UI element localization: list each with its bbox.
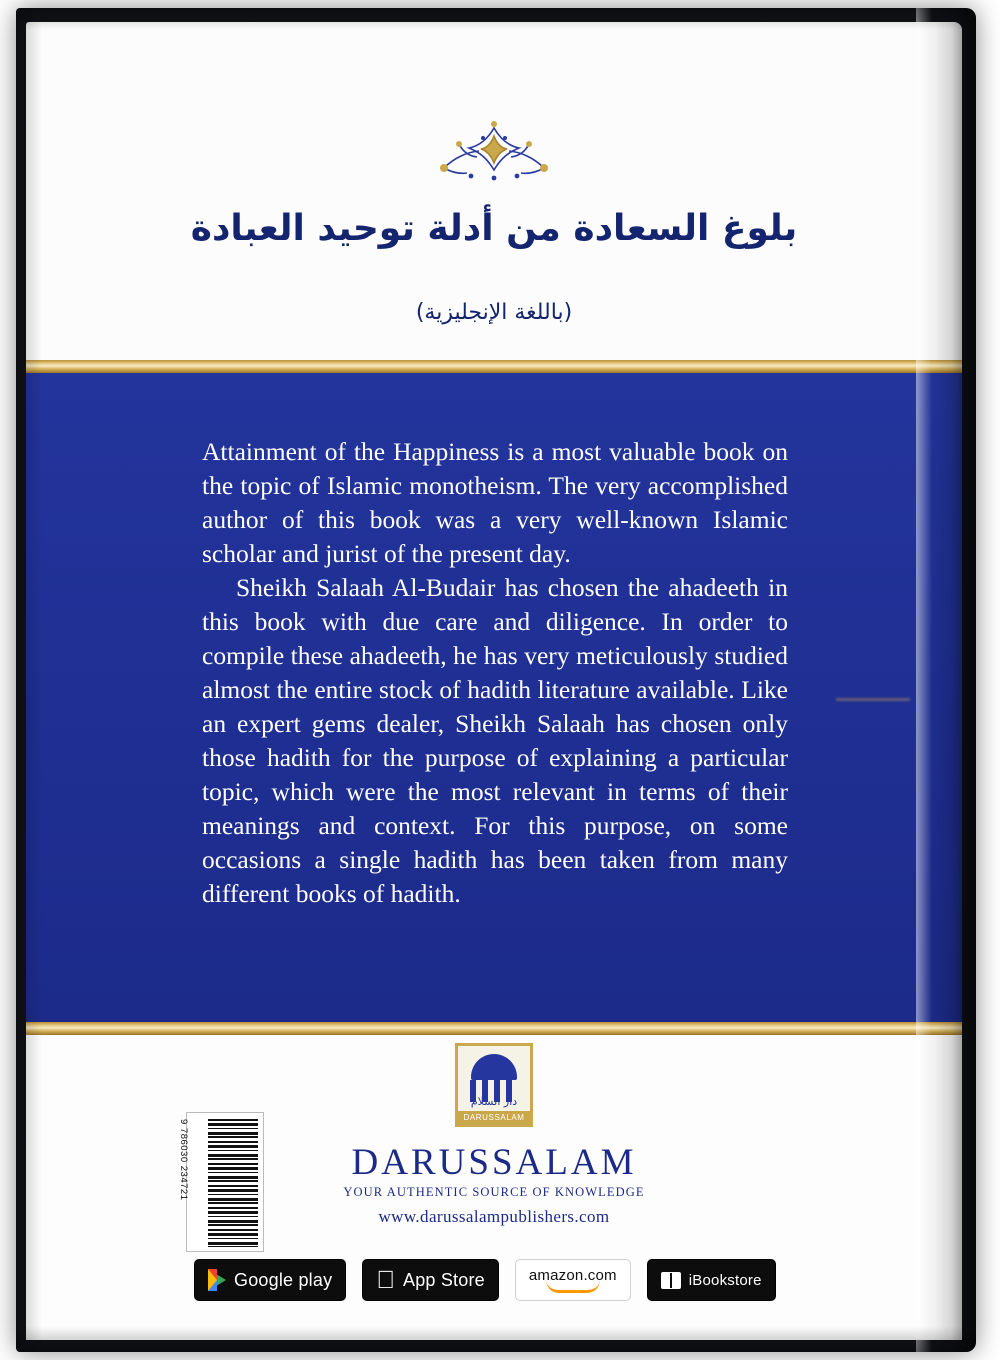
blurb-paragraph-2: Sheikh Salaah Al-Budair has chosen the ahadeeth in this book with due care and diligence. In order to compile these ahadeeth, he has very meticulously studied almost the entire stock of hadith literature available. Like an expert gems dealer, Sheikh Salaah has chosen only those hadith for the purpose of explaining a particular topic, which were the most relevant in terms of their meanings and context. For this purpose, on some occasions a single hadith has been taken from many different books of hadith. bbox=[202, 573, 788, 908]
store-badges bbox=[194, 1259, 824, 1301]
cover-top-section bbox=[26, 22, 962, 362]
publisher-name: DARUSSALAM bbox=[351, 1142, 637, 1183]
amazon-smile-icon bbox=[546, 1280, 600, 1293]
google-play-label: Google play bbox=[234, 1269, 333, 1290]
arabic-book-title: بلوغ السعادة من أدلة توحيد العبادة bbox=[190, 208, 798, 249]
blurb-paragraph-1: Attainment of the Happiness is a most valuable book on the topic of Islamic monotheism. The very accomplished author of this book was a very well-known Islamic scholar and jurist of the present day. bbox=[202, 437, 788, 568]
isbn-number: 9 786030 234721 bbox=[178, 1119, 189, 1201]
blurb-panel bbox=[26, 373, 962, 1022]
gold-divider-bottom bbox=[26, 1022, 962, 1035]
ibookstore-badge[interactable] bbox=[647, 1259, 776, 1301]
logo-arabic-text: دار السلام bbox=[470, 1095, 518, 1108]
app-store-label: App Store bbox=[384, 1269, 467, 1290]
gold-divider-top bbox=[26, 360, 962, 373]
logo-band-text: DARUSSALAM bbox=[458, 1111, 530, 1124]
cover-surface bbox=[26, 22, 962, 1340]
apple-icon bbox=[376, 1268, 395, 1293]
book-back-cover bbox=[16, 8, 976, 1352]
blurb-text bbox=[202, 435, 788, 911]
publisher-tagline: YOUR AUTHENTIC SOURCE OF KNOWLEDGE bbox=[343, 1185, 645, 1199]
amazon-badge[interactable] bbox=[510, 1259, 631, 1301]
floral-ornament-icon bbox=[399, 118, 589, 194]
cover-blemish bbox=[836, 698, 910, 701]
publisher-website: www.darussalampublishers.com bbox=[378, 1207, 610, 1226]
isbn-barcode bbox=[178, 1112, 264, 1252]
logo-dome-shape bbox=[471, 1054, 517, 1080]
google-play-icon bbox=[208, 1269, 226, 1291]
app-store-badge[interactable] bbox=[362, 1259, 499, 1301]
arabic-language-note: (باللغة الإنجليزية) bbox=[415, 300, 573, 325]
google-play-badge[interactable] bbox=[194, 1259, 346, 1301]
ibookstore-label: iBookstore bbox=[670, 1271, 743, 1289]
barcode-bars bbox=[208, 1119, 258, 1247]
ibook-icon bbox=[661, 1272, 681, 1289]
darussalam-logo-icon bbox=[455, 1043, 533, 1127]
amazon-label: amazon.com bbox=[510, 1267, 598, 1284]
